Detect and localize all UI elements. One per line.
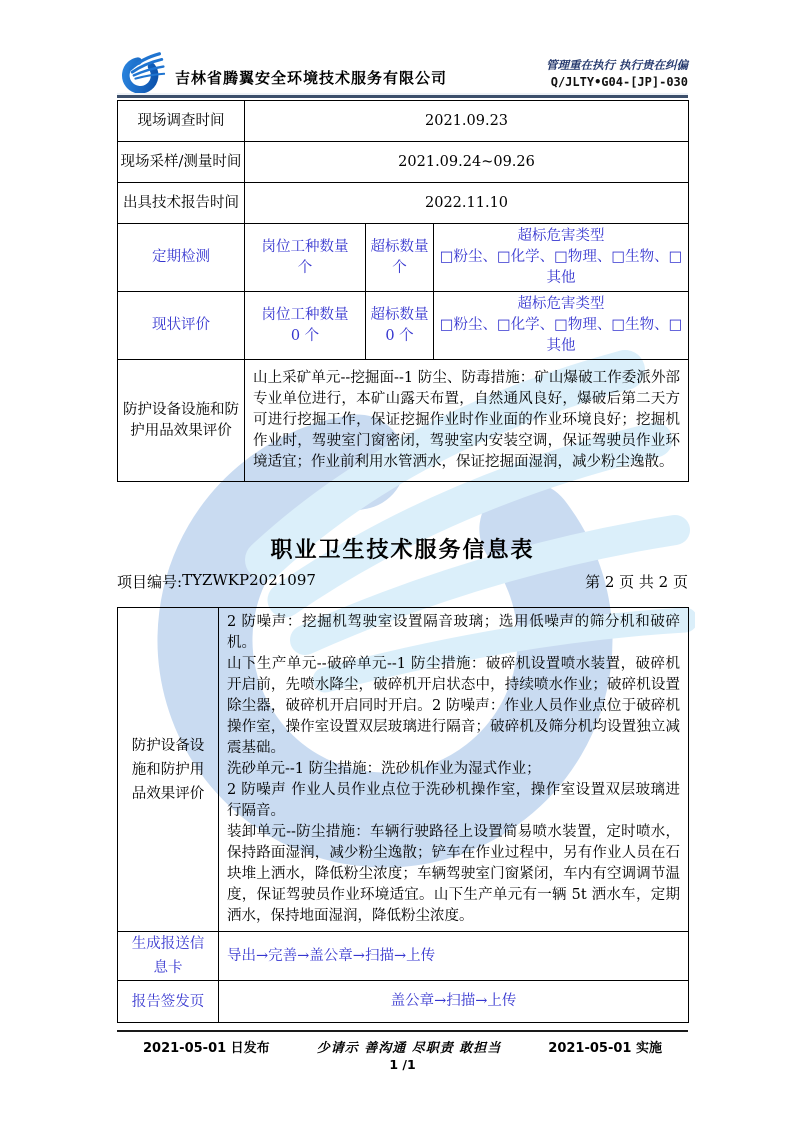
hazard-title: 超标危害类型 [517, 296, 605, 312]
field-label: 现场调查时间 [118, 101, 245, 142]
sign-page-flow: 盖公章→扫描→上传 [219, 981, 689, 1023]
field-value: 2021.09.23 [245, 101, 689, 142]
hazard-checkbox-options: □粉尘、□化学、□物理、□生物、□其他 [439, 249, 683, 286]
implement-date: 2021-05-01 实施 [548, 1041, 662, 1056]
post-count-value: 个 [297, 259, 313, 276]
table-row [118, 183, 689, 224]
hazard-checkbox-options: □粉尘、□化学、□物理、□生物、□其他 [439, 317, 683, 354]
project-number-label: 项目编号: [117, 573, 183, 591]
company-logo-icon [117, 52, 165, 94]
post-count-label: 岗位工种数量 [261, 238, 349, 255]
over-count-value: 0 个 [385, 327, 414, 344]
field-label: 现状评价 [118, 292, 245, 360]
over-count-cell [366, 224, 434, 292]
table-row [118, 142, 689, 183]
page-number: 1 /1 [389, 1057, 416, 1072]
page-indicator: 第 2 页 共 2 页 [585, 573, 688, 591]
header-slogan: 管理重在执行 执行贵在纠偏 [545, 58, 688, 73]
table-row [118, 101, 689, 142]
footer-motto: 少请示 善沟通 尽职责 敢担当 [316, 1041, 502, 1056]
hazard-type-cell [434, 292, 689, 360]
field-value: 2022.11.10 [245, 183, 689, 224]
page-header [117, 52, 688, 92]
project-number-value: TYZWKP2021097 [182, 571, 316, 589]
field-label: 报告签发页 [118, 981, 219, 1023]
table-row-periodic-detection [118, 224, 689, 292]
hazard-type-cell [434, 224, 689, 292]
table-row-sign-page [118, 981, 689, 1023]
protection-effect-text: 山上采矿单元--挖掘面--1 防尘、防毒措施：矿山爆破工作委派外部专业单位进行，本矿山露天布置，自然通风良好，爆破后第二天方可进行挖掘工作，保证挖掘作业时作业面的作业环境良好；挖掘机作业时，驾驶室门窗密闭，驾驶室内安装空调，保证驾驶员作业环境适宜；作业前利用水管洒水，保证挖掘面湿润，减少粉尘逸散。 [245, 360, 689, 482]
field-label: 出具技术报告时间 [118, 183, 245, 224]
footer [117, 1037, 688, 1056]
over-count-cell [366, 292, 434, 360]
service-info-table-top [117, 100, 689, 482]
table-row-protection-effect [118, 360, 689, 482]
field-value: 2021.09.24~09.26 [245, 142, 689, 183]
field-label: 定期检测 [118, 224, 245, 292]
table-row-report-card [118, 932, 689, 981]
protection-effect-paragraphs: 2 防噪声：挖掘机驾驶室设置隔音玻璃；选用低噪声的筛分机和破碎机。 山下生产单元--破碎单元--1 防尘措施：破碎机设置喷水装置，破碎机开启前，先喷水降尘，破碎机开启状态中，持续喷水作业；破碎机设置除尘器，破碎机开启同时开启。2 防噪声：作业人员作业点位于破碎机操作室，操作室设置双层玻璃进行隔音；破碎机及筛分机均设置独立减震基础。 洗砂单元--1 防尘措施：洗砂机作业为湿式作业； 2 防噪声 作业人员作业点位于洗砂机操作室，操作室设置双层玻璃进行隔音。 装卸单元--防尘措施：车辆行驶路径上设置简易喷水装置，定时喷水，保持路面湿润，减少粉尘逸散；铲车在作业过程中，另有作业人员在石块堆上洒水，降低粉尘浓度；车辆驾驶室门窗紧闭，车内有空调调节温度，保证驾驶员作业环境适宜。山下生产单元有一辆 5t 洒水车，定期洒水，保持地面湿润，降低粉尘浓度。 [219, 608, 689, 932]
header-divider-bar [117, 93, 688, 98]
field-label: 防护设备设施和防护用品效果评价 [118, 608, 219, 932]
over-count-value: 个 [392, 259, 407, 276]
page-title: 职业卫生技术服务信息表 [270, 538, 535, 563]
over-count-label: 超标数量 [370, 306, 429, 323]
project-info-line [117, 571, 688, 592]
field-label: 生成报送信息卡 [118, 932, 219, 981]
service-info-table-bottom [117, 607, 689, 1023]
post-count-label: 岗位工种数量 [261, 306, 349, 323]
field-label: 防护设备设施和防护用品效果评价 [118, 360, 245, 482]
company-name: 吉林省腾翼安全环境技术服务有限公司 [175, 69, 448, 87]
post-count-cell [245, 292, 366, 360]
table-row-protection-effect-detail [118, 608, 689, 932]
hazard-title: 超标危害类型 [517, 228, 605, 244]
release-date: 2021-05-01 日发布 [143, 1041, 270, 1056]
report-card-flow: 导出→完善→盖公章→扫描→上传 [219, 932, 689, 981]
document-code: Q/JLTY•G04-[JP]-030 [550, 74, 688, 89]
table-row-status-evaluation [118, 292, 689, 360]
over-count-label: 超标数量 [370, 238, 429, 255]
post-count-cell [245, 224, 366, 292]
footer-divider-line [117, 1030, 688, 1032]
field-label: 现场采样/测量时间 [118, 142, 245, 183]
post-count-value: 0 个 [290, 327, 320, 344]
